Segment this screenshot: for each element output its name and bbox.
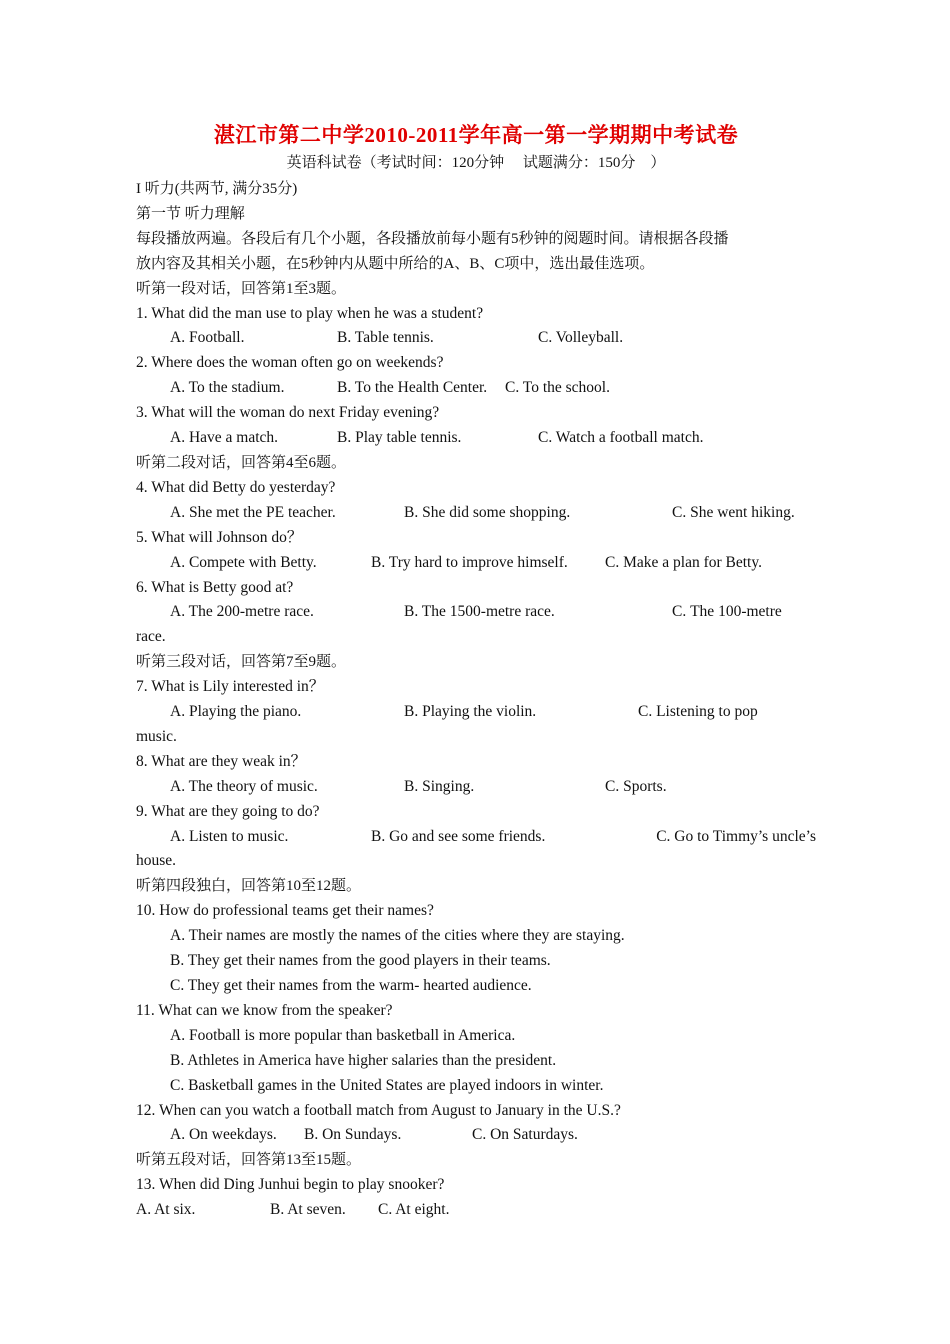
option-b: B. The 1500-metre race. [404, 603, 555, 621]
option-b: B. To the Health Center. [337, 379, 488, 397]
option-c-word: 100-metre [718, 603, 782, 621]
dialog-heading-3: 听第三段对话，回答第7至9题。 [136, 654, 347, 671]
option-c: C. Sports. [605, 777, 667, 795]
option-c-word: The [690, 603, 715, 621]
instructions-line-1: 每段播放两遍。各段后有几个小题，各段播放前每小题有5秒钟的阅题时间。请根据各段播 [136, 230, 729, 247]
question-4: 4. What did Betty do yesterday? [136, 478, 336, 496]
option-c-word: C. [672, 603, 687, 621]
option-b: B. Table tennis. [337, 329, 434, 347]
option-c: C. She went hiking. [672, 503, 795, 521]
options-7 [136, 700, 816, 725]
option-a: A. Listen to music. [170, 827, 289, 845]
option-c-continuation: music. [136, 727, 177, 745]
option-a: A. On weekdays. [170, 1126, 277, 1144]
dialog-heading-1: 听第一段对话，回答第1至3题。 [136, 280, 347, 297]
options-12 [136, 1123, 816, 1148]
exam-page [136, 118, 816, 1223]
dialog-heading-2: 听第二段对话，回答第4至6题。 [136, 454, 347, 471]
options-9 [136, 825, 816, 850]
option-b: B. Try hard to improve himself. [371, 553, 568, 571]
question-1: 1. What did the man use to play when he was a student? [136, 304, 484, 322]
option-c-continuation: house. [136, 852, 177, 870]
question-5: 5. What will Johnson do？ [136, 528, 303, 546]
option-c: C. At eight. [378, 1201, 450, 1219]
option-a: A. The theory of music. [170, 777, 318, 795]
option-c [638, 700, 816, 725]
option-b: B. At seven. [270, 1201, 346, 1219]
options-1 [136, 326, 816, 351]
option-b: B. On Sundays. [304, 1126, 402, 1144]
options-4 [136, 501, 816, 526]
instructions-line-2: 放内容及其相关小题，在5秒钟内从题中所给的A、B、C项中，选出最佳选项。 [136, 255, 655, 272]
question-2: 2. Where does the woman often go on weekends? [136, 354, 444, 372]
option-a: A. Their names are mostly the names of the cities where they are staying. [170, 927, 625, 945]
option-c: C. To the school. [505, 379, 610, 397]
option-b: B. They get their names from the good players in their teams. [170, 952, 551, 970]
page-title: 湛江市第二中学2010-2011学年高一第一学期期中考试卷 [213, 123, 739, 147]
option-c-word: to [718, 703, 731, 721]
option-c-word: pop [734, 703, 758, 721]
option-b: B. Play table tennis. [337, 429, 462, 447]
option-b: B. Athletes in America have higher salaries than the president. [170, 1051, 557, 1069]
options-8 [136, 775, 816, 800]
option-c-continuation: race. [136, 628, 166, 646]
options-2 [136, 376, 816, 401]
part-heading: 第一节 听力理解 [136, 205, 245, 222]
option-a: A. At six. [136, 1201, 196, 1219]
page-subtitle: 英语科试卷（考试时间：120分钟 试题满分：150分 ） [286, 155, 666, 171]
dialog-heading-5: 听第五段对话，回答第13至15题。 [136, 1152, 362, 1169]
option-c: C. Watch a football match. [538, 429, 704, 447]
question-13: 13. When did Ding Junhui begin to play snooker? [136, 1176, 445, 1194]
option-c: C. On Saturdays. [472, 1126, 578, 1144]
question-7: 7. What is Lily interested in？ [136, 678, 325, 696]
options-5 [136, 551, 816, 576]
question-8: 8. What are they weak in？ [136, 752, 307, 770]
question-3: 3. What will the woman do next Friday evening? [136, 404, 440, 422]
option-a: A. The 200-metre race. [170, 603, 314, 621]
option-c: C. Basketball games in the United States are played indoors in winter. [170, 1076, 604, 1094]
question-11: 11. What can we know from the speaker? [136, 1001, 393, 1019]
option-b: B. Go and see some friends. [371, 827, 546, 845]
option-b: B. Singing. [404, 777, 475, 795]
options-3 [136, 426, 816, 451]
option-c: C. They get their names from the warm- hearted audience. [170, 977, 532, 994]
option-a: A. Football. [170, 329, 245, 347]
option-a: A. Have a match. [170, 429, 279, 447]
section-heading: I 听力(共两节, 满分35分) [136, 181, 298, 197]
option-b: B. Playing the violin. [404, 703, 537, 721]
question-12: 12. When can you watch a football match from August to January in the U.S.? [136, 1101, 621, 1119]
option-c-word: Listening [656, 703, 715, 721]
option-c: C. Make a plan for Betty. [605, 553, 762, 571]
option-c-word: C. [638, 703, 653, 721]
option-a: A. Football is more popular than basketball in America. [170, 1026, 516, 1044]
options-13 [136, 1198, 816, 1223]
option-b: B. She did some shopping. [404, 503, 571, 521]
options-6 [136, 600, 816, 625]
option-c: C. Go to Timmy’s uncle’s [656, 827, 816, 845]
question-6: 6. What is Betty good at? [136, 578, 294, 596]
option-a: A. Compete with Betty. [170, 553, 317, 571]
option-c: C. Volleyball. [538, 329, 624, 347]
option-a: A. To the stadium. [170, 379, 285, 397]
dialog-heading-4: 听第四段独白，回答第10至12题。 [136, 878, 362, 895]
question-10: 10. How do professional teams get their names? [136, 902, 434, 920]
option-c [672, 600, 816, 625]
option-a: A. Playing the piano. [170, 703, 302, 721]
option-a: A. She met the PE teacher. [170, 503, 336, 521]
question-9: 9. What are they going to do? [136, 802, 320, 820]
